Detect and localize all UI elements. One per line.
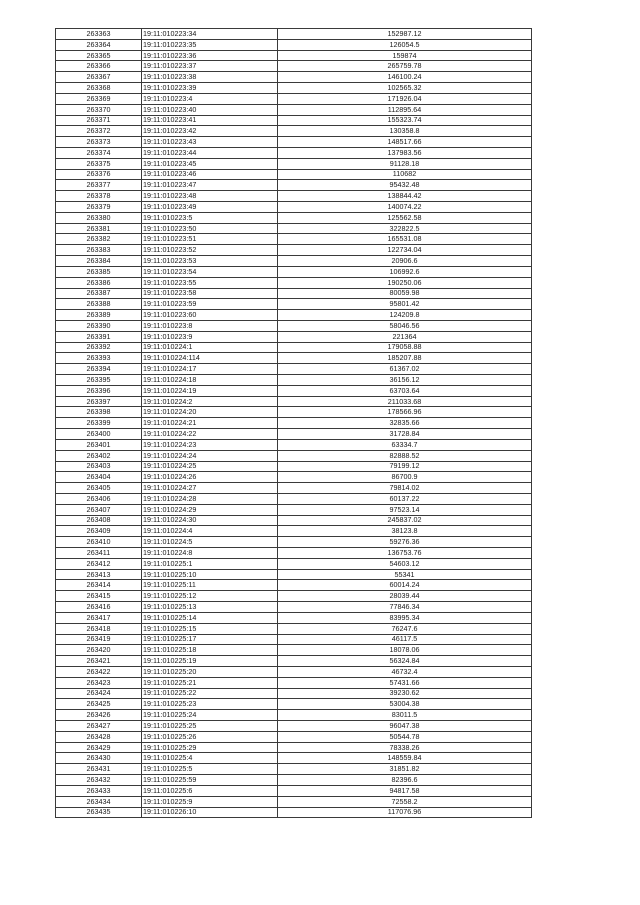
table-row [56,342,532,353]
row-id-cell: 263389 [56,310,142,321]
amount-cell: 130358.8 [278,126,532,137]
row-id-cell: 263377 [56,180,142,191]
cadastral-number-cell: 19:11:010223:39 [142,83,278,94]
row-id-cell: 263379 [56,202,142,213]
row-id-cell: 263375 [56,158,142,169]
table-row [56,645,532,656]
amount-cell: 146100.24 [278,72,532,83]
row-id-cell: 263409 [56,526,142,537]
table-row [56,634,532,645]
row-id-cell: 263434 [56,796,142,807]
row-id-cell: 263391 [56,331,142,342]
amount-cell: 322822.5 [278,223,532,234]
table-row [56,29,532,40]
amount-cell: 97523.14 [278,504,532,515]
amount-cell: 80059.98 [278,288,532,299]
cadastral-number-cell: 19:11:010225:26 [142,731,278,742]
amount-cell: 148559.84 [278,753,532,764]
row-id-cell: 263386 [56,277,142,288]
cadastral-number-cell: 19:11:010224:20 [142,407,278,418]
cadastral-number-cell: 19:11:010224:25 [142,461,278,472]
cadastral-number-cell: 19:11:010225:21 [142,677,278,688]
table-row [56,104,532,115]
cadastral-number-cell: 19:11:010224:22 [142,429,278,440]
table-row [56,558,532,569]
table-row [56,580,532,591]
cadastral-number-cell: 19:11:010225:13 [142,602,278,613]
row-id-cell: 263366 [56,61,142,72]
row-id-cell: 263364 [56,39,142,50]
row-id-cell: 263384 [56,256,142,267]
amount-cell: 91128.18 [278,158,532,169]
table-row [56,699,532,710]
row-id-cell: 263421 [56,656,142,667]
table-row [56,569,532,580]
row-id-cell: 263376 [56,169,142,180]
amount-cell: 77846.34 [278,602,532,613]
table-row [56,353,532,364]
table-row [56,472,532,483]
table-row [56,147,532,158]
table-row [56,439,532,450]
amount-cell: 83995.34 [278,612,532,623]
amount-cell: 38123.8 [278,526,532,537]
row-id-cell: 263370 [56,104,142,115]
row-id-cell: 263369 [56,93,142,104]
amount-cell: 126054.5 [278,39,532,50]
cadastral-number-cell: 19:11:010223:43 [142,137,278,148]
amount-cell: 185207.88 [278,353,532,364]
table-row [56,677,532,688]
cadastral-number-cell: 19:11:010224:29 [142,504,278,515]
table-row [56,191,532,202]
cadastral-number-cell: 19:11:010223:5 [142,212,278,223]
table-row [56,50,532,61]
row-id-cell: 263396 [56,385,142,396]
table-row [56,504,532,515]
amount-cell: 79199.12 [278,461,532,472]
table-row [56,375,532,386]
cadastral-number-cell: 19:11:010223:53 [142,256,278,267]
cadastral-number-cell: 19:11:010223:9 [142,331,278,342]
cadastral-number-cell: 19:11:010225:12 [142,591,278,602]
table-row [56,288,532,299]
table-row [56,450,532,461]
row-id-cell: 263398 [56,407,142,418]
table-row [56,93,532,104]
amount-cell: 265759.78 [278,61,532,72]
table-body [56,29,532,818]
table-row [56,785,532,796]
amount-cell: 95801.42 [278,299,532,310]
table-row [56,548,532,559]
table-row [56,742,532,753]
cadastral-number-cell: 19:11:010223:59 [142,299,278,310]
amount-cell: 83011.5 [278,710,532,721]
table-row [56,126,532,137]
cadastral-number-cell: 19:11:010223:58 [142,288,278,299]
cadastral-number-cell: 19:11:010225:6 [142,785,278,796]
cadastral-number-cell: 19:11:010223:55 [142,277,278,288]
cadastral-number-cell: 19:11:010223:38 [142,72,278,83]
row-id-cell: 263394 [56,364,142,375]
table-row [56,39,532,50]
amount-cell: 165531.08 [278,234,532,245]
cadastral-number-cell: 19:11:010223:34 [142,29,278,40]
cadastral-number-cell: 19:11:010223:8 [142,320,278,331]
row-id-cell: 263433 [56,785,142,796]
table-row [56,753,532,764]
row-id-cell: 263424 [56,688,142,699]
row-id-cell: 263403 [56,461,142,472]
table-row [56,169,532,180]
cadastral-number-cell: 19:11:010225:10 [142,569,278,580]
row-id-cell: 263399 [56,418,142,429]
cadastral-number-cell: 19:11:010225:19 [142,656,278,667]
cadastral-number-cell: 19:11:010223:60 [142,310,278,321]
row-id-cell: 263417 [56,612,142,623]
amount-cell: 82396.6 [278,775,532,786]
cadastral-number-cell: 19:11:010223:36 [142,50,278,61]
row-id-cell: 263408 [56,515,142,526]
amount-cell: 31728.84 [278,429,532,440]
table-row [56,591,532,602]
table-row [56,775,532,786]
amount-cell: 59276.36 [278,537,532,548]
cadastral-number-cell: 19:11:010223:42 [142,126,278,137]
table-row [56,493,532,504]
row-id-cell: 263407 [56,504,142,515]
table-row [56,234,532,245]
amount-cell: 60137.22 [278,493,532,504]
cadastral-number-cell: 19:11:010223:46 [142,169,278,180]
amount-cell: 36156.12 [278,375,532,386]
cadastral-number-cell: 19:11:010225:24 [142,710,278,721]
row-id-cell: 263432 [56,775,142,786]
amount-cell: 79814.02 [278,483,532,494]
amount-cell: 60014.24 [278,580,532,591]
cadastral-number-cell: 19:11:010223:41 [142,115,278,126]
amount-cell: 155323.74 [278,115,532,126]
table-row [56,245,532,256]
amount-cell: 78338.26 [278,742,532,753]
amount-cell: 76247.6 [278,623,532,634]
row-id-cell: 263381 [56,223,142,234]
row-id-cell: 263435 [56,807,142,818]
cadastral-number-cell: 19:11:010225:29 [142,742,278,753]
cadastral-number-cell: 19:11:010223:50 [142,223,278,234]
table-row [56,223,532,234]
cadastral-number-cell: 19:11:010224:114 [142,353,278,364]
amount-cell: 122734.04 [278,245,532,256]
table-row [56,731,532,742]
row-id-cell: 263428 [56,731,142,742]
cadastral-number-cell: 19:11:010225:20 [142,666,278,677]
amount-cell: 20906.6 [278,256,532,267]
cadastral-number-cell: 19:11:010223:47 [142,180,278,191]
row-id-cell: 263415 [56,591,142,602]
table-row [56,612,532,623]
amount-cell: 96047.38 [278,721,532,732]
table-row [56,320,532,331]
cadastral-number-cell: 19:11:010224:4 [142,526,278,537]
table-row [56,61,532,72]
table-row [56,461,532,472]
row-id-cell: 263368 [56,83,142,94]
table-row [56,385,532,396]
amount-cell: 82888.52 [278,450,532,461]
row-id-cell: 263404 [56,472,142,483]
table-row [56,515,532,526]
cadastral-number-cell: 19:11:010225:23 [142,699,278,710]
cadastral-number-cell: 19:11:010223:40 [142,104,278,115]
amount-cell: 152987.12 [278,29,532,40]
row-id-cell: 263430 [56,753,142,764]
cadastral-number-cell: 19:11:010223:4 [142,93,278,104]
cadastral-number-cell: 19:11:010224:5 [142,537,278,548]
amount-cell: 28039.44 [278,591,532,602]
cadastral-number-cell: 19:11:010225:18 [142,645,278,656]
data-table [55,28,532,818]
amount-cell: 245837.02 [278,515,532,526]
cadastral-number-cell: 19:11:010224:27 [142,483,278,494]
table-row [56,537,532,548]
amount-cell: 211033.68 [278,396,532,407]
cadastral-number-cell: 19:11:010225:4 [142,753,278,764]
table-row [56,688,532,699]
table-row [56,331,532,342]
amount-cell: 18078.06 [278,645,532,656]
row-id-cell: 263425 [56,699,142,710]
cadastral-number-cell: 19:11:010224:26 [142,472,278,483]
row-id-cell: 263382 [56,234,142,245]
cadastral-number-cell: 19:11:010224:19 [142,385,278,396]
row-id-cell: 263416 [56,602,142,613]
amount-cell: 110682 [278,169,532,180]
table-row [56,310,532,321]
amount-cell: 53004.38 [278,699,532,710]
cadastral-number-cell: 19:11:010224:24 [142,450,278,461]
table-row [56,72,532,83]
row-id-cell: 263397 [56,396,142,407]
row-id-cell: 263367 [56,72,142,83]
amount-cell: 117076.96 [278,807,532,818]
table-row [56,83,532,94]
row-id-cell: 263422 [56,666,142,677]
table-row [56,623,532,634]
amount-cell: 221364 [278,331,532,342]
cadastral-number-cell: 19:11:010223:51 [142,234,278,245]
row-id-cell: 263410 [56,537,142,548]
amount-cell: 86700.9 [278,472,532,483]
amount-cell: 125562.58 [278,212,532,223]
table-row [56,158,532,169]
cadastral-number-cell: 19:11:010225:1 [142,558,278,569]
amount-cell: 171926.04 [278,93,532,104]
row-id-cell: 263371 [56,115,142,126]
table-row [56,180,532,191]
amount-cell: 46117.5 [278,634,532,645]
table-row [56,277,532,288]
cadastral-number-cell: 19:11:010223:45 [142,158,278,169]
row-id-cell: 263405 [56,483,142,494]
amount-cell: 55341 [278,569,532,580]
row-id-cell: 263385 [56,266,142,277]
row-id-cell: 263378 [56,191,142,202]
amount-cell: 106992.6 [278,266,532,277]
cadastral-number-cell: 19:11:010223:48 [142,191,278,202]
amount-cell: 39230.62 [278,688,532,699]
amount-cell: 61367.02 [278,364,532,375]
table-row [56,602,532,613]
cadastral-number-cell: 19:11:010225:17 [142,634,278,645]
amount-cell: 136753.76 [278,548,532,559]
cadastral-number-cell: 19:11:010225:59 [142,775,278,786]
amount-cell: 138844.42 [278,191,532,202]
amount-cell: 190250.06 [278,277,532,288]
row-id-cell: 263400 [56,429,142,440]
amount-cell: 56324.84 [278,656,532,667]
cadastral-number-cell: 19:11:010225:25 [142,721,278,732]
cadastral-number-cell: 19:11:010225:9 [142,796,278,807]
cadastral-number-cell: 19:11:010225:15 [142,623,278,634]
amount-cell: 159874 [278,50,532,61]
cadastral-number-cell: 19:11:010223:52 [142,245,278,256]
table-row [56,115,532,126]
table-row [56,418,532,429]
amount-cell: 95432.48 [278,180,532,191]
cadastral-number-cell: 19:11:010223:49 [142,202,278,213]
row-id-cell: 263373 [56,137,142,148]
table-row [56,429,532,440]
row-id-cell: 263402 [56,450,142,461]
table-row [56,407,532,418]
row-id-cell: 263365 [56,50,142,61]
cadastral-number-cell: 19:11:010224:23 [142,439,278,450]
row-id-cell: 263392 [56,342,142,353]
cadastral-number-cell: 19:11:010224:2 [142,396,278,407]
table-row [56,266,532,277]
row-id-cell: 263427 [56,721,142,732]
table-row [56,526,532,537]
cadastral-number-cell: 19:11:010225:5 [142,764,278,775]
table-row [56,483,532,494]
cadastral-number-cell: 19:11:010223:37 [142,61,278,72]
cadastral-number-cell: 19:11:010224:1 [142,342,278,353]
amount-cell: 124209.8 [278,310,532,321]
table-row [56,364,532,375]
row-id-cell: 263431 [56,764,142,775]
row-id-cell: 263374 [56,147,142,158]
row-id-cell: 263372 [56,126,142,137]
row-id-cell: 263401 [56,439,142,450]
amount-cell: 57431.66 [278,677,532,688]
row-id-cell: 263395 [56,375,142,386]
cadastral-number-cell: 19:11:010226:10 [142,807,278,818]
amount-cell: 112895.64 [278,104,532,115]
row-id-cell: 263420 [56,645,142,656]
row-id-cell: 263387 [56,288,142,299]
row-id-cell: 263426 [56,710,142,721]
amount-cell: 179058.88 [278,342,532,353]
row-id-cell: 263423 [56,677,142,688]
row-id-cell: 263388 [56,299,142,310]
amount-cell: 72558.2 [278,796,532,807]
cadastral-number-cell: 19:11:010224:18 [142,375,278,386]
table-row [56,256,532,267]
table-row [56,710,532,721]
cadastral-number-cell: 19:11:010224:21 [142,418,278,429]
cadastral-number-cell: 19:11:010223:35 [142,39,278,50]
amount-cell: 94817.58 [278,785,532,796]
row-id-cell: 263413 [56,569,142,580]
row-id-cell: 263390 [56,320,142,331]
row-id-cell: 263429 [56,742,142,753]
amount-cell: 32835.66 [278,418,532,429]
row-id-cell: 263393 [56,353,142,364]
amount-cell: 54603.12 [278,558,532,569]
amount-cell: 102565.32 [278,83,532,94]
row-id-cell: 263412 [56,558,142,569]
amount-cell: 31851.82 [278,764,532,775]
cadastral-number-cell: 19:11:010223:44 [142,147,278,158]
cadastral-number-cell: 19:11:010224:30 [142,515,278,526]
table-row [56,796,532,807]
row-id-cell: 263418 [56,623,142,634]
amount-cell: 148517.66 [278,137,532,148]
row-id-cell: 263411 [56,548,142,559]
cadastral-number-cell: 19:11:010223:54 [142,266,278,277]
table-row [56,656,532,667]
cadastral-number-cell: 19:11:010224:17 [142,364,278,375]
amount-cell: 46732.4 [278,666,532,677]
table-row [56,202,532,213]
amount-cell: 178566.96 [278,407,532,418]
row-id-cell: 263419 [56,634,142,645]
table-row [56,137,532,148]
amount-cell: 137983.56 [278,147,532,158]
table-row [56,666,532,677]
amount-cell: 140074.22 [278,202,532,213]
cadastral-number-cell: 19:11:010224:28 [142,493,278,504]
cadastral-number-cell: 19:11:010225:11 [142,580,278,591]
amount-cell: 50544.78 [278,731,532,742]
table-row [56,721,532,732]
row-id-cell: 263380 [56,212,142,223]
row-id-cell: 263414 [56,580,142,591]
table-row [56,396,532,407]
cadastral-number-cell: 19:11:010225:22 [142,688,278,699]
amount-cell: 63334.7 [278,439,532,450]
row-id-cell: 263383 [56,245,142,256]
table-row [56,212,532,223]
cadastral-number-cell: 19:11:010224:8 [142,548,278,559]
table-row [56,807,532,818]
row-id-cell: 263363 [56,29,142,40]
cadastral-number-cell: 19:11:010225:14 [142,612,278,623]
amount-cell: 58046.56 [278,320,532,331]
row-id-cell: 263406 [56,493,142,504]
table-row [56,299,532,310]
table-row [56,764,532,775]
amount-cell: 63703.64 [278,385,532,396]
